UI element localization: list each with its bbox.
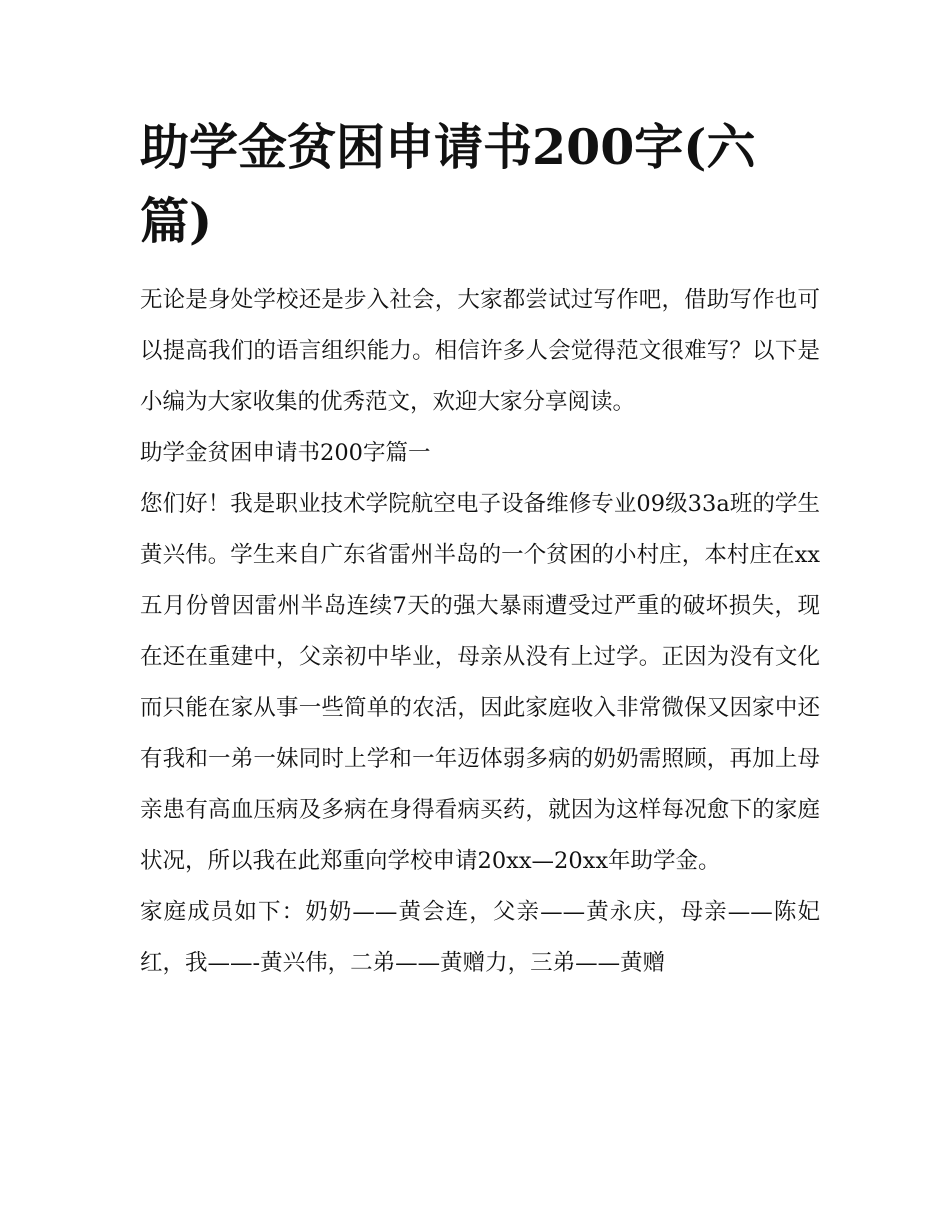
intro-paragraph: 无论是身处学校还是步入社会，大家都尝试过写作吧，借助写作也可以提高我们的语言组织能力。相信许多人会觉得范文很难写？以下是小编为大家收集的优秀范文，欢迎大家分享阅读。 [140,287,820,415]
body-paragraph: 您们好！我是职业技术学院航空电子设备维修专业09级33a班的学生黄兴伟。学生来自广东省雷州半岛的一个贫困的小村庄，本村庄在xx五月份曾因雷州半岛连续7天的强大暴雨遭受过严重的破坏损失，现在还在重建中，父亲初中毕业，母亲从没有上过学。正因为没有文化而只能在家从事一些简单的农活，因此家庭收入非常微保又因家中还有我和一弟一妹同时上学和一年迈体弱多病的奶奶需照顾，再加上母亲患有高血压病及多病在身得看病买药，就因为这样每况愈下的家庭状况，所以我在此郑重向学校申请20xx—20xx年助学金。 [140,491,820,874]
section-heading: 助学金贫困申请书200字篇一 [140,440,431,466]
body-paragraph: 家庭成员如下：奶奶——黄会连，父亲——黄永庆，母亲——陈妃红，我——-黄兴伟，二弟——黄赠力，三弟——黄赠 [140,899,820,976]
document-body [140,275,820,989]
document-title: 助学金贫困申请书200字(六篇) [140,118,756,250]
